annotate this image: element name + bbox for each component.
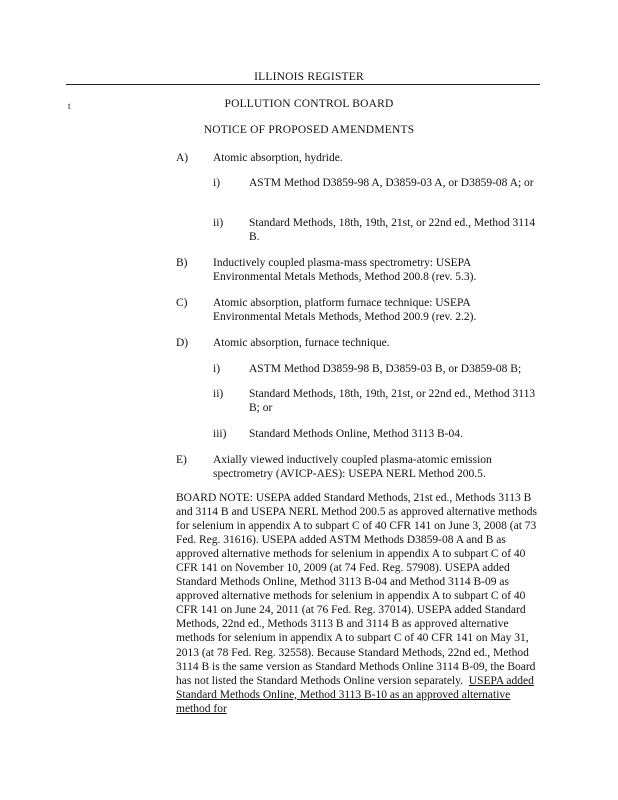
board-note-text: BOARD NOTE: USEPA added Standard Methods, 21st ed., Methods 3113 B and 3114 B and USEPA NERL Method 200.5 as approved alternative methods for selenium in appendix A to subpart C of 40 CFR 141 on June 3, 2008 (at 73 Fed. Reg. 31616). USEPA added ASTM Methods D3859-08 A and B as approved alternative methods for selenium in appendix A to subpart C of 40 CFR 141 on November 10, 2009 (at 74 Fed. Reg. 57908). USEPA added Standard Methods Online, Method 3113 B-04 and Method 3114 B-09 as approved alternative methods for selenium in appendix A to subpart C of 40 CFR 141 on June 24, 2011 (at 76 Fed. Reg. 37014). USEPA added Standard Methods, 22nd ed., Methods 3113 B and 3114 B as approved alternative methods for selenium in appendix A to subpart C of 40 CFR 141 on May 31, 2013 (at 78 Fed. Reg. 32558). Because Standard Methods, 22nd ed., Method 3114 B is the same version as Standard Methods Online 3114 B-09, the Board has not listed the Standard Methods Online version separately. [176,492,537,687]
board-note-underlined-text: USEPA added Standard Methods Online, Method 3113 B-10 as an approved alternative method for [176,674,534,715]
item-a-ii-text: Standard Methods, 18th, 19th, 21st, or 22nd ed., Method 3114 B. [249,217,536,243]
item-d-i-text: ASTM Method D3859-98 B, D3859-03 B, or D3859-08 B; [249,363,522,375]
item-d-ii-label: ii) [213,388,224,400]
item-b-label: B) [176,257,188,269]
item-c-text: Atomic absorption, platform furnace technique: USEPA Environmental Metals Methods, Method 200.9 (rev. 2.2). [213,297,477,323]
notice-title: NOTICE OF PROPOSED AMENDMENTS [203,124,415,136]
board-note [176,491,544,716]
item-a-i-text: ASTM Method D3859-98 A, D3859-03 A, or D3859-08 A; or [249,177,534,189]
header-rule [66,84,540,85]
item-e-label: E) [176,454,187,466]
item-d-ii-text: Standard Methods, 18th, 19th, 21st, or 22nd ed., Method 3113 B; or [249,388,536,414]
board-title: POLLUTION CONTROL BOARD [224,98,394,110]
item-d-iii-text: Standard Methods Online, Method 3113 B-04. [249,428,463,440]
item-d-iii-label: iii) [213,428,227,440]
item-b-text: Inductively coupled plasma-mass spectrometry: USEPA Environmental Metals Methods, Method 200.8 (rev. 5.3). [213,257,477,283]
item-a-text: Atomic absorption, hydride. [213,152,343,164]
margin-mark: t [68,101,71,111]
item-a-ii-label: ii) [213,217,224,229]
item-a-i-label: i) [213,177,221,189]
item-d-text: Atomic absorption, furnace technique. [213,337,390,349]
item-d-i-label: i) [213,363,221,375]
item-a-label: A) [176,152,189,164]
item-e-text: Axially viewed inductively coupled plasma-atomic emission spectrometry (AVICP-AES): USEPA NERL Method 200.5. [213,454,492,480]
register-title: ILLINOIS REGISTER [254,71,364,83]
item-d-label: D) [176,337,189,349]
item-c-label: C) [176,297,188,309]
